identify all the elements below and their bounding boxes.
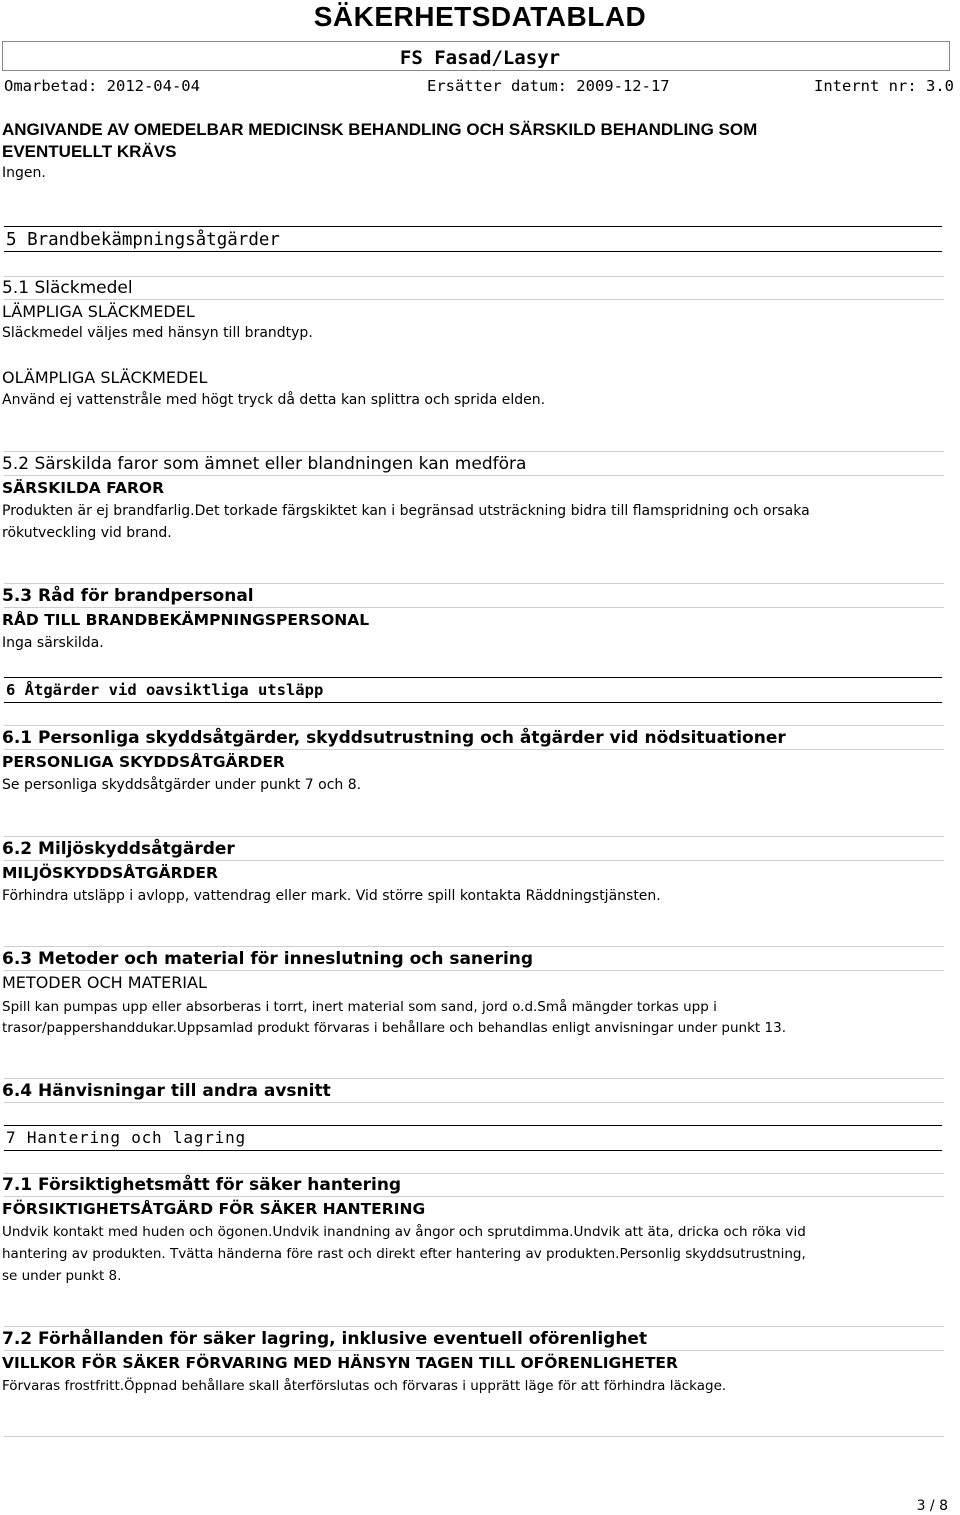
safe-handling-text-line1: Undvik kontakt med huden och ögonen.Undvik inandning av ångor och sprutdimma.Undvik att äta, dricka och röka vid	[2, 1224, 806, 1240]
containment-methods-label: METODER OCH MATERIAL	[2, 973, 207, 992]
special-hazards-label: SÄRSKILDA FAROR	[2, 479, 165, 497]
firefighter-advice-label: RÅD TILL BRANDBEKÄMPNINGSPERSONAL	[2, 611, 370, 629]
environmental-precautions-text: Förhindra utsläpp i avlopp, vattendrag eller mark. Vid större spill kontakta Räddningstjänsten.	[2, 888, 661, 904]
subsection-6-4-top-rule	[4, 1078, 944, 1079]
section-7-top-rule	[4, 1125, 942, 1126]
subsection-5-3-rule	[4, 607, 944, 608]
section-7-bottom-rule	[4, 1150, 942, 1151]
product-name: FS Fasad/Lasyr	[399, 47, 561, 69]
firefighter-advice-text: Inga särskilda.	[2, 635, 104, 651]
replaces-date: Ersätter datum: 2009-12-17	[427, 77, 670, 95]
subsection-6-1-rule	[4, 749, 944, 750]
document-title: SÄKERHETSDATABLAD	[313, 1, 647, 32]
special-hazards-text-line1: Produkten är ej brandfarlig.Det torkade färgskiktet kan i begränsad utsträckning bidra till flamspridning och orsaka	[2, 503, 810, 519]
safe-handling-text-line3: se under punkt 8.	[2, 1268, 122, 1284]
subsection-6-1-title: 6.1 Personliga skyddsåtgärder, skyddsutrustning och åtgärder vid nödsituationer	[2, 728, 786, 748]
subsection-6-2-rule	[4, 860, 944, 861]
section-5-bottom-rule	[4, 251, 942, 252]
section-6-top-rule	[4, 677, 942, 678]
subsection-6-3-top-rule	[4, 946, 944, 947]
unsuitable-extinguishing-label: OLÄMPLIGA SLÄCKMEDEL	[2, 368, 208, 387]
suitable-extinguishing-text: Släckmedel väljes med hänsyn till brandtyp.	[2, 325, 313, 341]
page-number: 3 / 8	[916, 1498, 948, 1514]
subsection-6-4-rule	[4, 1102, 944, 1103]
personal-precautions-label: PERSONLIGA SKYDDSÅTGÄRDER	[2, 753, 285, 771]
subsection-7-1-title: 7.1 Försiktighetsmått för säker hantering	[2, 1175, 402, 1195]
section-7-title: 7 Hantering och lagring	[6, 1128, 246, 1147]
subsection-5-2-rule	[4, 475, 944, 476]
safe-storage-text: Förvaras frostfritt.Öppnad behållare skall återförslutas och förvaras i upprätt läge för att förhindra läckage.	[2, 1378, 727, 1394]
medical-treatment-heading-line1: ANGIVANDE AV OMEDELBAR MEDICINSK BEHANDLING OCH SÄRSKILD BEHANDLING SOM	[2, 120, 758, 139]
environmental-precautions-label: MILJÖSKYDDSÅTGÄRDER	[2, 864, 218, 882]
subsection-5-1-rule	[4, 299, 944, 300]
subsection-6-1-top-rule	[4, 725, 944, 726]
section-6-title: 6 Åtgärder vid oavsiktliga utsläpp	[6, 681, 324, 699]
subsection-6-2-title: 6.2 Miljöskyddsåtgärder	[2, 839, 235, 859]
subsection-7-2-title: 7.2 Förhållanden för säker lagring, inklusive eventuell oförenlighet	[2, 1329, 648, 1349]
subsection-7-2-top-rule	[4, 1326, 944, 1327]
section-5-top-rule	[4, 226, 942, 227]
revision-info-row	[4, 75, 954, 97]
subsection-5-3-title: 5.3 Råd för brandpersonal	[2, 586, 254, 606]
safe-handling-label: FÖRSIKTIGHETSÅTGÄRD FÖR SÄKER HANTERING	[2, 1200, 426, 1218]
subsection-5-1-title: 5.1 Släckmedel	[2, 278, 133, 298]
unsuitable-extinguishing-text: Använd ej vattenstråle med högt tryck då detta kan splittra och sprida elden.	[2, 392, 546, 408]
subsection-7-2-rule	[4, 1350, 944, 1351]
subsection-6-3-rule	[4, 970, 944, 971]
special-hazards-text-line2: rökutveckling vid brand.	[2, 525, 172, 541]
medical-treatment-heading-line2: EVENTUELLT KRÄVS	[2, 142, 177, 161]
safe-storage-label: VILLKOR FÖR SÄKER FÖRVARING MED HÄNSYN TAGEN TILL OFÖRENLIGHETER	[2, 1354, 678, 1372]
subsection-5-3-top-rule	[4, 583, 944, 584]
subsection-5-2-title: 5.2 Särskilda faror som ämnet eller blandningen kan medföra	[2, 454, 527, 474]
internal-number: Internt nr: 3.0	[814, 77, 954, 95]
subsection-6-4-title: 6.4 Hänvisningar till andra avsnitt	[2, 1081, 331, 1101]
containment-methods-text-line2: trasor/pappershanddukar.Uppsamlad produkt förvaras i behållare och behandlas enligt anvisningar under punkt 13.	[2, 1020, 786, 1036]
subsection-7-1-rule	[4, 1196, 944, 1197]
subsection-5-1-top-rule	[4, 276, 944, 277]
subsection-6-2-top-rule	[4, 836, 944, 837]
revised-date: Omarbetad: 2012-04-04	[4, 77, 200, 95]
footer-rule	[4, 1436, 944, 1437]
subsection-5-2-top-rule	[4, 451, 944, 452]
personal-precautions-text: Se personliga skyddsåtgärder under punkt 7 och 8.	[2, 777, 362, 793]
section-6-bottom-rule	[4, 702, 942, 703]
containment-methods-text-line1: Spill kan pumpas upp eller absorberas i torrt, inert material som sand, jord o.d.Små mängder torkas upp i	[2, 999, 717, 1015]
subsection-6-3-title: 6.3 Metoder och material för inneslutning och sanering	[2, 949, 534, 969]
medical-treatment-text: Ingen.	[2, 165, 46, 181]
section-5-title: 5 Brandbekämpningsåtgärder	[6, 230, 280, 250]
suitable-extinguishing-label: LÄMPLIGA SLÄCKMEDEL	[2, 302, 195, 321]
safe-handling-text-line2: hantering av produkten. Tvätta händerna före rast och direkt efter hantering av produkten.Personlig skyddsutrustning,	[2, 1246, 806, 1262]
